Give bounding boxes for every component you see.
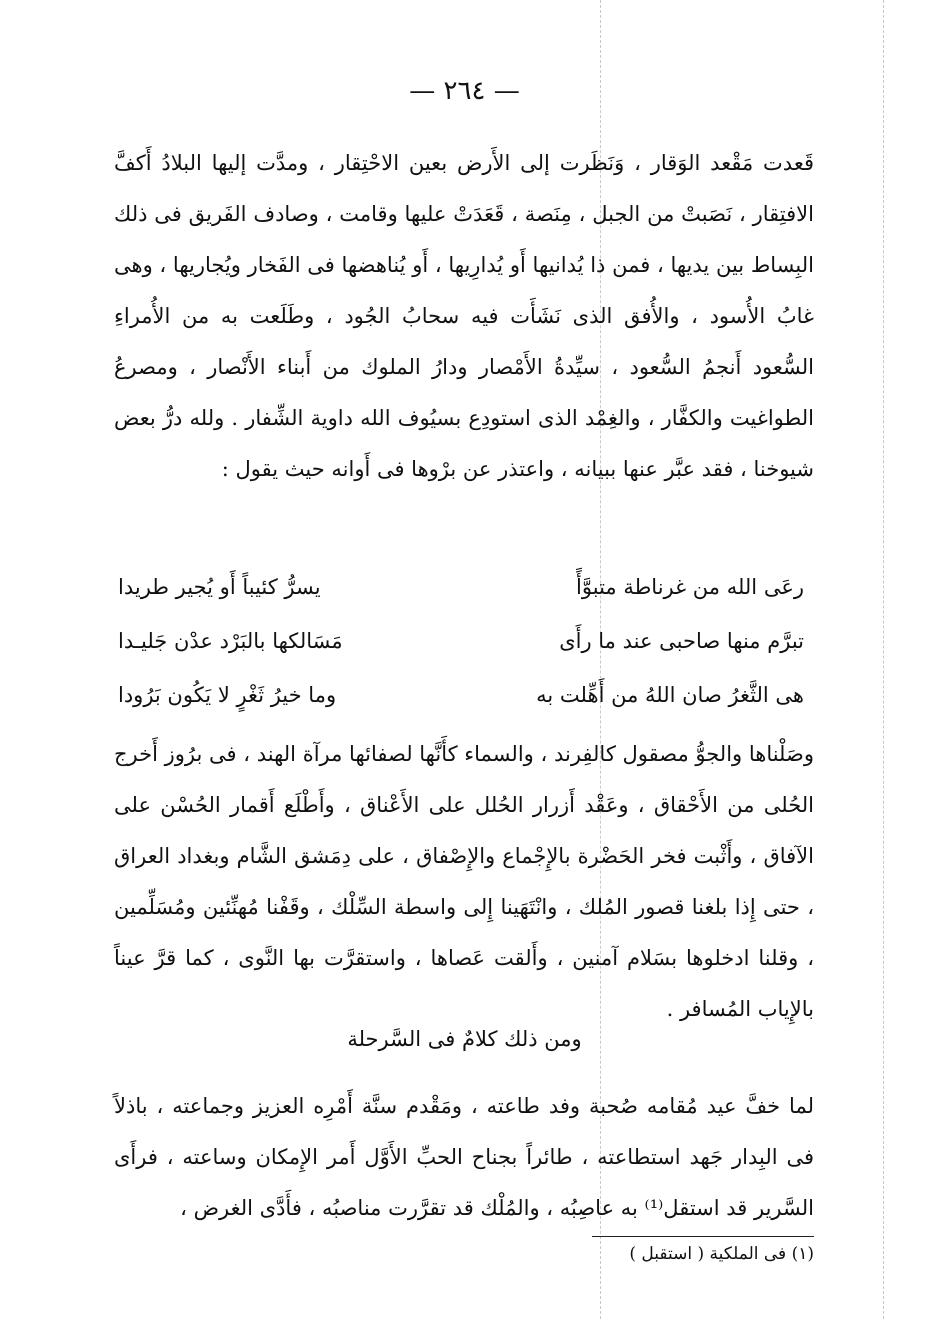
paragraph-text: قَعدت مَقْعد الوَقار ، وَنَظَرت إلى الأَرض بعين الاحْتِقار ، ومدَّت إليها البلادُ أَكفَّ الافتِقار ، نَصَبتْ من الجبل ، مِنَصة ، قَعَدَتْ عليها وقامت ، وصادف الفَريق فى ذلك البِساط بين يديها ، فمن ذا يُدانيها أَو يُدارِيها ، أَو يُناهضها فى الفَخار ويُجاريها ، وهى غابُ الأُسود ، والأُفق الذى نَشَأَت فيه سحابُ الجُود ، وطَلَعت به من الأُمراءِ السُّعود أَنجمُ السُّعود ، سيِّدةُ الأَمْصار ودارُ الملوك من أَبناء الأَنْصار ، ومصرعُ الطواغيت والكفَّار ، والغِمْد الذى استودِع بسيُوف الله داوية الشِّفار . ولله درُّ بعض شيوخنا ، فقد عبَّر عنها ببيانه ، واعتذر عن برْوها فى أَوانه حيث يقول : [114,151,814,481]
verse-second-hemistich: مَسَالكها بالبَرْد عدْن جَليـدا [118,629,343,653]
paragraph-journey [114,1081,814,1234]
verse-first-hemistich: هى الثَّغرُ صان اللهُ من أَهِّلت به [536,683,804,707]
poem-verse [114,560,814,614]
verse-first-hemistich: تبرَّم منها صاحبى عند ما رأَى [559,629,804,653]
scan-margin-line [883,0,884,1319]
poem-verse [114,614,814,668]
paragraph-arrival [114,729,814,1035]
verse-second-hemistich: وما خيرُ ثَغْرٍ لا يَكُون بَرُودا [118,683,337,707]
paragraph-text: لما خفَّ عيد مُقامه صُحبة وفد طاعته ، ومَقْدم سنَّة أَمْرِه العزيز وجماعته ، باذلاً فى البِدار جَهد استطاعته ، طائراً بجناح الحبِّ الأَوَّل أَمر الإِمكان وساعته ، فرأَى السَّرير قد استقل⁽¹⁾ به عاصِبُه ، والمُلْك قد تقرَّرت مناصبُه ، فأَدَّى الغرض ، [114,1094,814,1220]
footnote-divider [592,1236,814,1237]
poem-verse [114,668,814,722]
verse-second-hemistich: يسرُّ كئيباً أَو يُجير طريدا [118,575,321,599]
section-heading: ومن ذلك كلامٌ فى السَّرحلة [347,1027,582,1051]
poem [114,560,814,722]
footnote: (١) فى الملكية ( استقبل ) [629,1244,814,1264]
page-number: — ٢٦٤ — [409,76,520,106]
verse-first-hemistich: رعَى الله من غرناطة متبوَّأً [576,575,804,599]
paragraph-granada-description [114,138,814,495]
paragraph-text: وصَلْناها والجوُّ مصقول كالفِرند ، والسماء كأَنَّها لصفائها مرآة الهند ، فى برُوز أَخرج الحُلى من الأَحْقاق ، وعَقْد أَزرار الحُلل على الأَعْناق ، وأَطْلَع أَقمار الحُسْن على الآفاق ، وأَثْبت فخر الحَضْرة بالإِجْماع والإِصْفاق ، على دِمَشق الشَّام وبغداد العراق ، حتى إِذا بلغنا قصور المُلك ، وانْتَهَينا إِلى واسطة السِّلْك ، وقَفْنا مُهنِّئين ومُسَلِّمين ، وقلنا ادخلوها بسَلام آمنين ، وأَلقت عَصاها ، واستقرَّت بها النَّوى ، كما قرَّ عيناً بالإِياب المُسافر . [114,742,814,1021]
